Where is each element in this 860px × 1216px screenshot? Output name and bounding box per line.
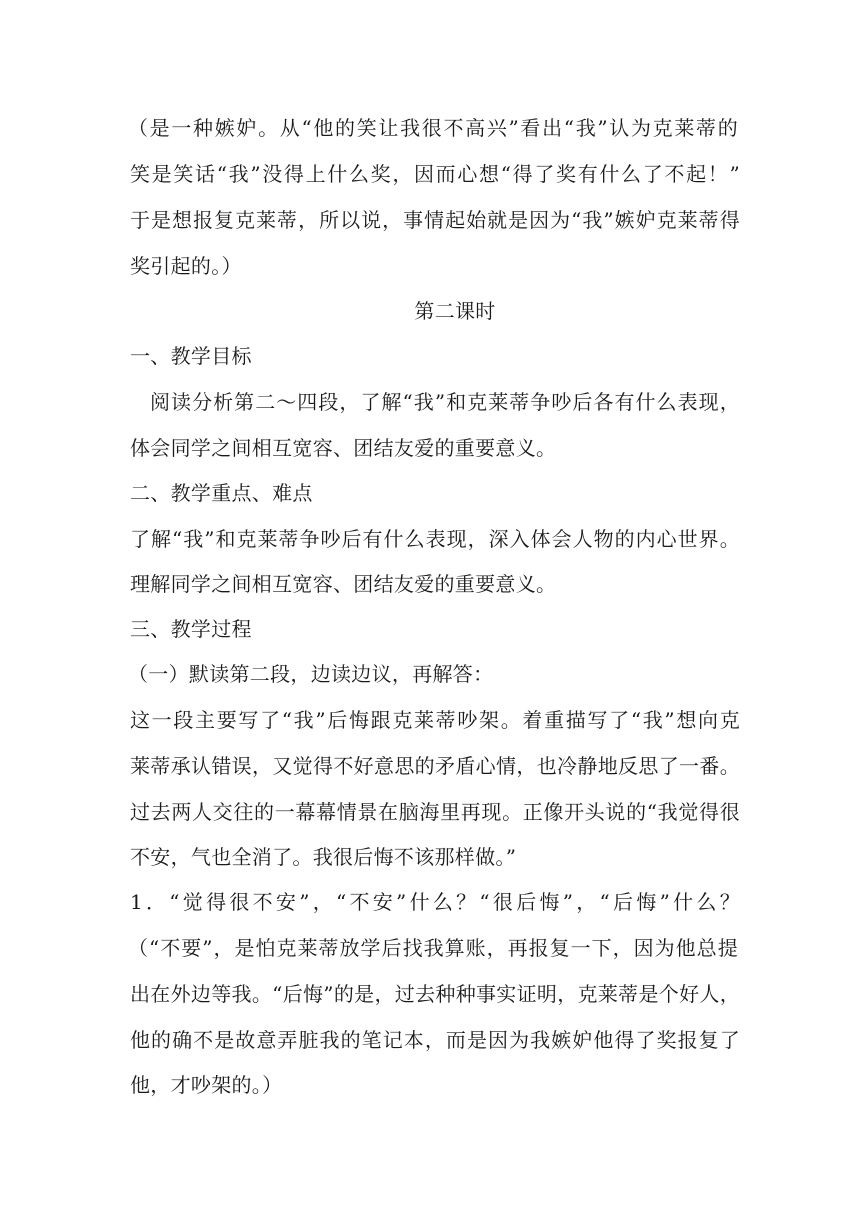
process-paragraph-line-3: 过去两人交往的一幕幕情景在脑海里再现。正像开头说的“我觉得很 bbox=[130, 800, 740, 824]
question-1: 1．“觉得很不安”，“不安”什么？“很后悔”，“后悔”什么？ bbox=[130, 890, 740, 914]
process-paragraph-line-4: 不安，气也全消了。我很后悔不该那样做。” bbox=[130, 845, 517, 869]
paragraph-answer-line-4: 奖引起的。） bbox=[130, 254, 242, 278]
process-paragraph-line-2: 莱蒂承认错误，又觉得不好意思的矛盾心情，也冷静地反思了一番。 bbox=[130, 754, 740, 778]
focus-line-1: 了解“我”和克莱蒂争吵后有什么表现，深入体会人物的内心世界。 bbox=[130, 527, 740, 551]
section-heading-goals: 一、教学目标 bbox=[130, 344, 252, 368]
focus-line-2: 理解同学之间相互宽容、团结友爱的重要意义。 bbox=[130, 572, 557, 596]
answer-1-line-3: 他的确不是故意弄脏我的笔记本，而是因为我嫉妒他得了奖报复了 bbox=[130, 1028, 740, 1052]
section-heading-focus: 二、教学重点、难点 bbox=[130, 481, 313, 505]
goals-line-1: 阅读分析第二～四段，了解“我”和克莱蒂争吵后各有什么表现， bbox=[150, 390, 740, 414]
goals-line-2: 体会同学之间相互宽容、团结友爱的重要意义。 bbox=[130, 436, 557, 460]
answer-1-line-4: 他，才吵架的。） bbox=[130, 1073, 283, 1097]
paragraph-answer-line-2: 笑是笑话“我”没得上什么奖，因而心想“得了奖有什么了不起！” bbox=[130, 162, 740, 186]
lesson-heading: 第二课时 bbox=[414, 299, 496, 323]
answer-1-line-2: 出在外边等我。“后悔”的是，过去种种事实证明，克莱蒂是个好人， bbox=[130, 982, 740, 1006]
paragraph-answer-line-1: （是一种嫉妒。从“他的笑让我很不高兴”看出“我”认为克莱蒂的 bbox=[128, 116, 738, 140]
process-step-1-heading: （一）默读第二段，边读边议，再解答： bbox=[128, 662, 494, 686]
process-paragraph-line-1: 这一段主要写了“我”后悔跟克莱蒂吵架。着重描写了“我”想向克 bbox=[130, 708, 740, 732]
section-heading-process: 三、教学过程 bbox=[130, 617, 252, 641]
answer-1-line-1: （“不要”，是怕克莱蒂放学后找我算账，再报复一下，因为他总提 bbox=[128, 936, 738, 960]
paragraph-answer-line-3: 于是想报复克莱蒂，所以说，事情起始就是因为“我”嫉妒克莱蒂得 bbox=[130, 208, 740, 232]
